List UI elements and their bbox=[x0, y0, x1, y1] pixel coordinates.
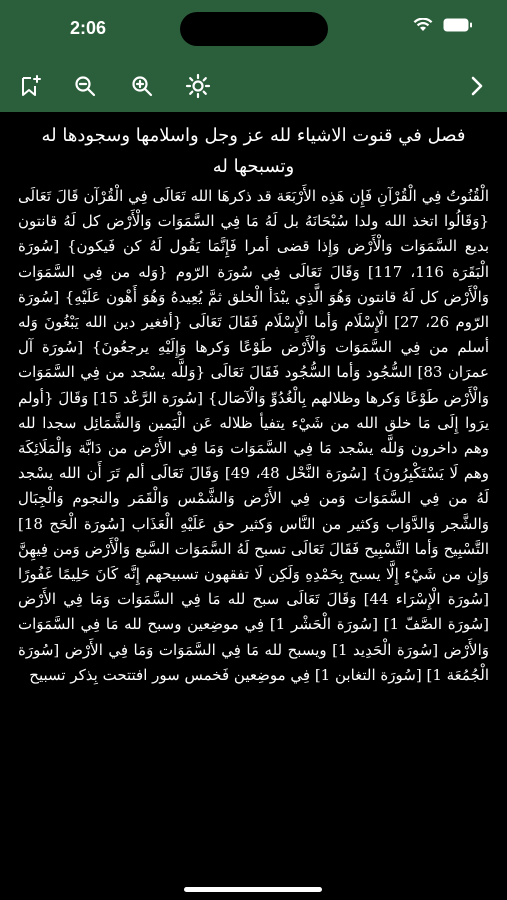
bookmark-add-icon[interactable] bbox=[16, 72, 44, 100]
brightness-icon[interactable] bbox=[184, 72, 212, 100]
dynamic-island bbox=[180, 12, 328, 46]
zoom-out-icon[interactable] bbox=[71, 72, 99, 100]
battery-icon bbox=[443, 18, 473, 32]
reading-content[interactable] bbox=[0, 112, 507, 900]
status-time: 2:06 bbox=[70, 18, 107, 38]
chapter-body-text: الْقُنُوتُ فِي الْقُرْآنِ فَإِن هَذِه الأَرْبَعَة قد ذكرهَا الله تَعَالَى فِي الْقُرْآن قَالَ تَعَالَى {وَقَالُوا اتخذ الله ولدا سُبْحَانَهُ بل لَهُ مَا فِي السَّمَوَات وَالْأَرْض كل لَهُ قانتون بديع السَّمَوَات وَالْأَرْض وَإِذا قضى أمرا فَإِنَّمَا يَقُول لَهُ كن فَيكون} [سُورَة الْبَقَرَة 116، 117] وَقَالَ تَعَالَى فِي سُورَة الرّوم {وَله من فِي السَّمَوَات وَالْأَرْض كل لَهُ قانتون وَهُوَ الَّذِي يبْدَأ الْخلق ثمَّ يُعِيدهُ وَهُوَ أَهْون عَلَيْهِ} [سُورَة الرّوم 26، 27] الْإِسْلَام وَأما الْإِسْلَام فَقَالَ تَعَالَى {أفغير دين الله يَبْغُونَ وَله أسلم من فِي السَّمَوَات وَالْأَرْض طَوْعًا وَكرها وَإِلَيْهِ يرجعُونَ} [سُورَة آل عمرَان 83] السُّجُود وَأما السُّجُود فَقَالَ تَعَالَى {وَللَّه يسْجد من فِي السَّمَوَات وَالْأَرْض طَوْعًا وَكرها وظلالهم بِالْغُدُوِّ وَالْآصَال} [سُورَة الرَّعْد 15] وَقَالَ {أولم يرَوا إِلَى مَا خلق الله من شَيْء يتفيأ ظلاله عَن الْيَمين وَالشَّمَائِل سجدا لله وهم داخرون وَللَّه يسْجد مَا فِي السَّمَوَات وَمَا فِي الأَرْض من دَابَّة وَالْمَلَائِكَة وهم لَا يَسْتَكْبِرُونَ} [سُورَة النَّحْل 48، 49] وَقَالَ تَعَالَى ألم تَرَ أَن الله يسْجد لَهُ من فِي السَّمَوَات وَمن فِي الأَرْض وَالشَّمْس وَالْقَمَر والنجوم وَالْجِبَال وَالشَّجر وَالدَّوَاب وَكثير من النَّاس وَكثير حق عَلَيْهِ الْعَذَاب [سُورَة الْحَج 18] التَّسْبِيح وَأما التَّسْبِيح فَقَالَ تَعَالَى تسبح لَهُ السَّمَوَات السَّبع وَالْأَرْض وَمن فِيهِنَّ وَإِن من شَيْء إِلَّا يسبح بِحَمْدِهِ وَلَكِن لَا تفقهون تسبيحهم إِنَّه كَانَ حَلِيمًا غَفُورًا [سُورَة الْإِسْرَاء 44] وَقَالَ تَعَالَى سبح لله مَا فِي السَّمَوَات وَمَا فِي الأَرْض [سُورَة الصَّفّ 1] [سُورَة الْحَشْر 1] فِي موضِعين وسبح لله مَا فِي السَّمَوَات وَالأَرْض [سُورَة الْحَدِيد 1] ويسبح لله مَا فِي السَّمَوَات وَمَا فِي الأَرْض [سُورَة الْجُمُعَة 1] [سُورَة التغابن 1] فِي موضِعين فَخمس سور افتتحت بِذكر تسبيح bbox=[18, 187, 490, 684]
home-indicator[interactable] bbox=[184, 887, 322, 892]
status-icons bbox=[413, 18, 473, 32]
wifi-icon bbox=[413, 18, 433, 32]
app-header bbox=[0, 0, 507, 112]
toolbar bbox=[0, 66, 507, 106]
chapter-title: فصل في قنوت الاشياء لله عز وجل واسلامها وسجودها له وتسبحها له bbox=[41, 125, 466, 177]
zoom-in-icon[interactable] bbox=[128, 72, 156, 100]
chevron-right-icon[interactable] bbox=[463, 72, 491, 100]
